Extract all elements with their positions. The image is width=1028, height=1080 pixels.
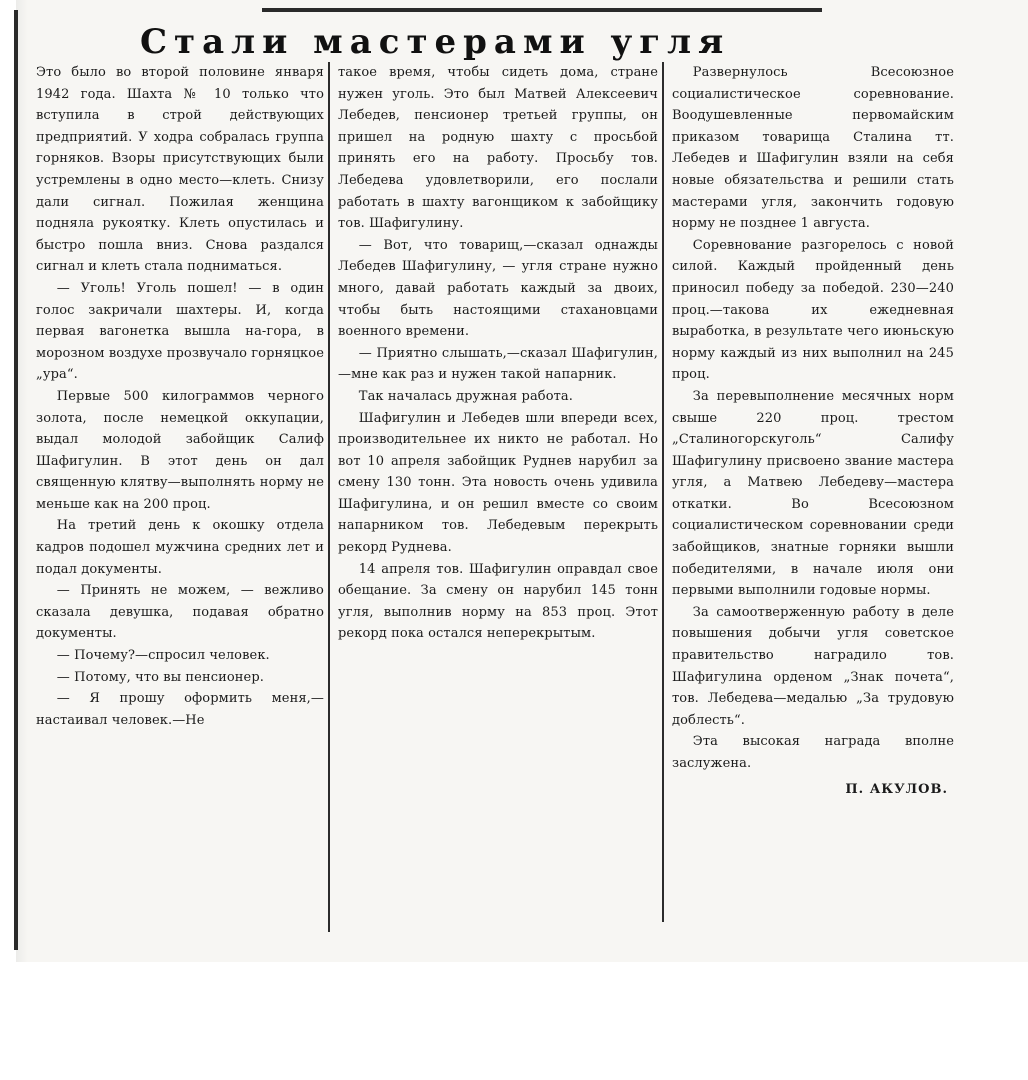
paragraph: Развернулось Всесоюзное социалистическое соревнование. Воодушевленные первомайским приказом товарища Сталина тт. Лебедев и Шафигулин взяли на себя новые обязательства и решили стать мастерами угля, закончить годовую норму не позднее 1 августа. [672,65,954,232]
paragraph: — Вот, что товарищ,—сказал однажды Лебедев Шафигулину, — угля стране нужно много, давай работать каждый за двоих, чтобы быть настоящими стахановцами военного времени. [338,237,658,340]
paragraph: За перевыполнение месячных норм свыше 220 проц. трестом „Сталиногорскуголь“ Салифу Шафигулину присвоено звание мастера угля, а Матвею Лебедеву—мастера откатки. Во Всесоюзном социалистическом соревновании среди забойщиков, знатные горняки вышли победителями, в начале июля они первыми выполнили годовые нормы. [672,388,954,599]
paragraph: За самоотверженную работу в деле повышения добычи угля советское правительство наградило тов. Шафигулина орденом „Знак почета“, тов. Лебедева—медалью „За трудовую доблесть“. [672,604,954,728]
author-signature: П. АКУЛОВ. [845,781,948,797]
paragraph: Соревнование разгорелось с новой силой. Каждый пройденный день приносил победу за победой. 230—240 проц.—такова их ежедневная выработка, в результате чего июньскую норму каждый из них выполнил на 245 проц. [672,237,954,383]
paragraph: — Почему?—спросил человек. [56,648,270,664]
left-border-rule [14,10,18,950]
column-2 [338,62,658,645]
paragraph: — Уголь! Уголь пошел! — в один голос закричали шахтеры. И, когда первая вагонетка вышла на-гора, в морозном воздухе прозвучало горняцкое „ура“. [36,280,324,383]
paragraph: — Потому, что вы пенсионер. [56,669,264,685]
paragraph: Первые 500 килограммов черного золота, после немецкой оккупации, выдал молодой забойщик Салиф Шафигулин. В этот день он дал священную клятву—выполнять норму не меньше как на 200 проц. [36,388,324,512]
paragraph: — Приятно слышать,—сказал Шафигулин,—мне как раз и нужен такой напарник. [338,345,658,383]
paragraph: — Я прошу оформить меня,—настаивал человек.—Не [36,691,324,728]
article-headline: Стали мастерами угля [140,22,731,62]
paragraph: Шафигулин и Лебедев шли впереди всех, производительнее их никто не работал. Но вот 10 апреля забойщик Руднев нарубил за смену 130 тонн. Эта новость очень удивила Шафигулина, и он решил вместе со своим напарником тов. Лебедевым перекрыть рекорд Руднева. [338,410,658,556]
column-1 [36,62,324,731]
column-3 [672,62,954,800]
column-divider [328,62,330,932]
paragraph: Это было во второй половине января 1942 года. Шахта № 10 только что вступила в строй действующих предприятий. У ходра собралась группа горняков. Взоры присутствующих были устремлены в одно место—клеть. Снизу дали сигнал. Пожилая женщина подняла рукоятку. Клеть опустилась и быстро пошла вниз. Снова раздался сигнал и клеть стала подниматься. [36,65,324,275]
paragraph: такое время, чтобы сидеть дома, стране нужен уголь. Это был Матвей Алексеевич Лебедев, пенсионер третьей группы, он пришел на родную шахту с просьбой принять его на работу. Просьбу тов. Лебедева удовлетворили, его послали работать в шахту вагонщиком к забойщику тов. Шафигулину. [338,65,658,232]
paragraph: На третий день к окошку отдела кадров подошел мужчина средних лет и подал документы. [36,518,324,577]
top-rule [262,8,822,12]
paragraph: 14 апреля тов. Шафигулин оправдал свое обещание. За смену он нарубил 145 тонн угля, выполнив норму на 853 проц. Этот рекорд пока остался неперекрытым. [338,561,658,642]
paragraph: — Принять не можем, — вежливо сказала девушка, подавая обратно документы. [36,583,324,642]
paragraph: Так началась дружная работа. [358,388,574,404]
column-divider [662,62,664,922]
paragraph: Эта высокая награда вполне заслужена. [672,734,954,771]
